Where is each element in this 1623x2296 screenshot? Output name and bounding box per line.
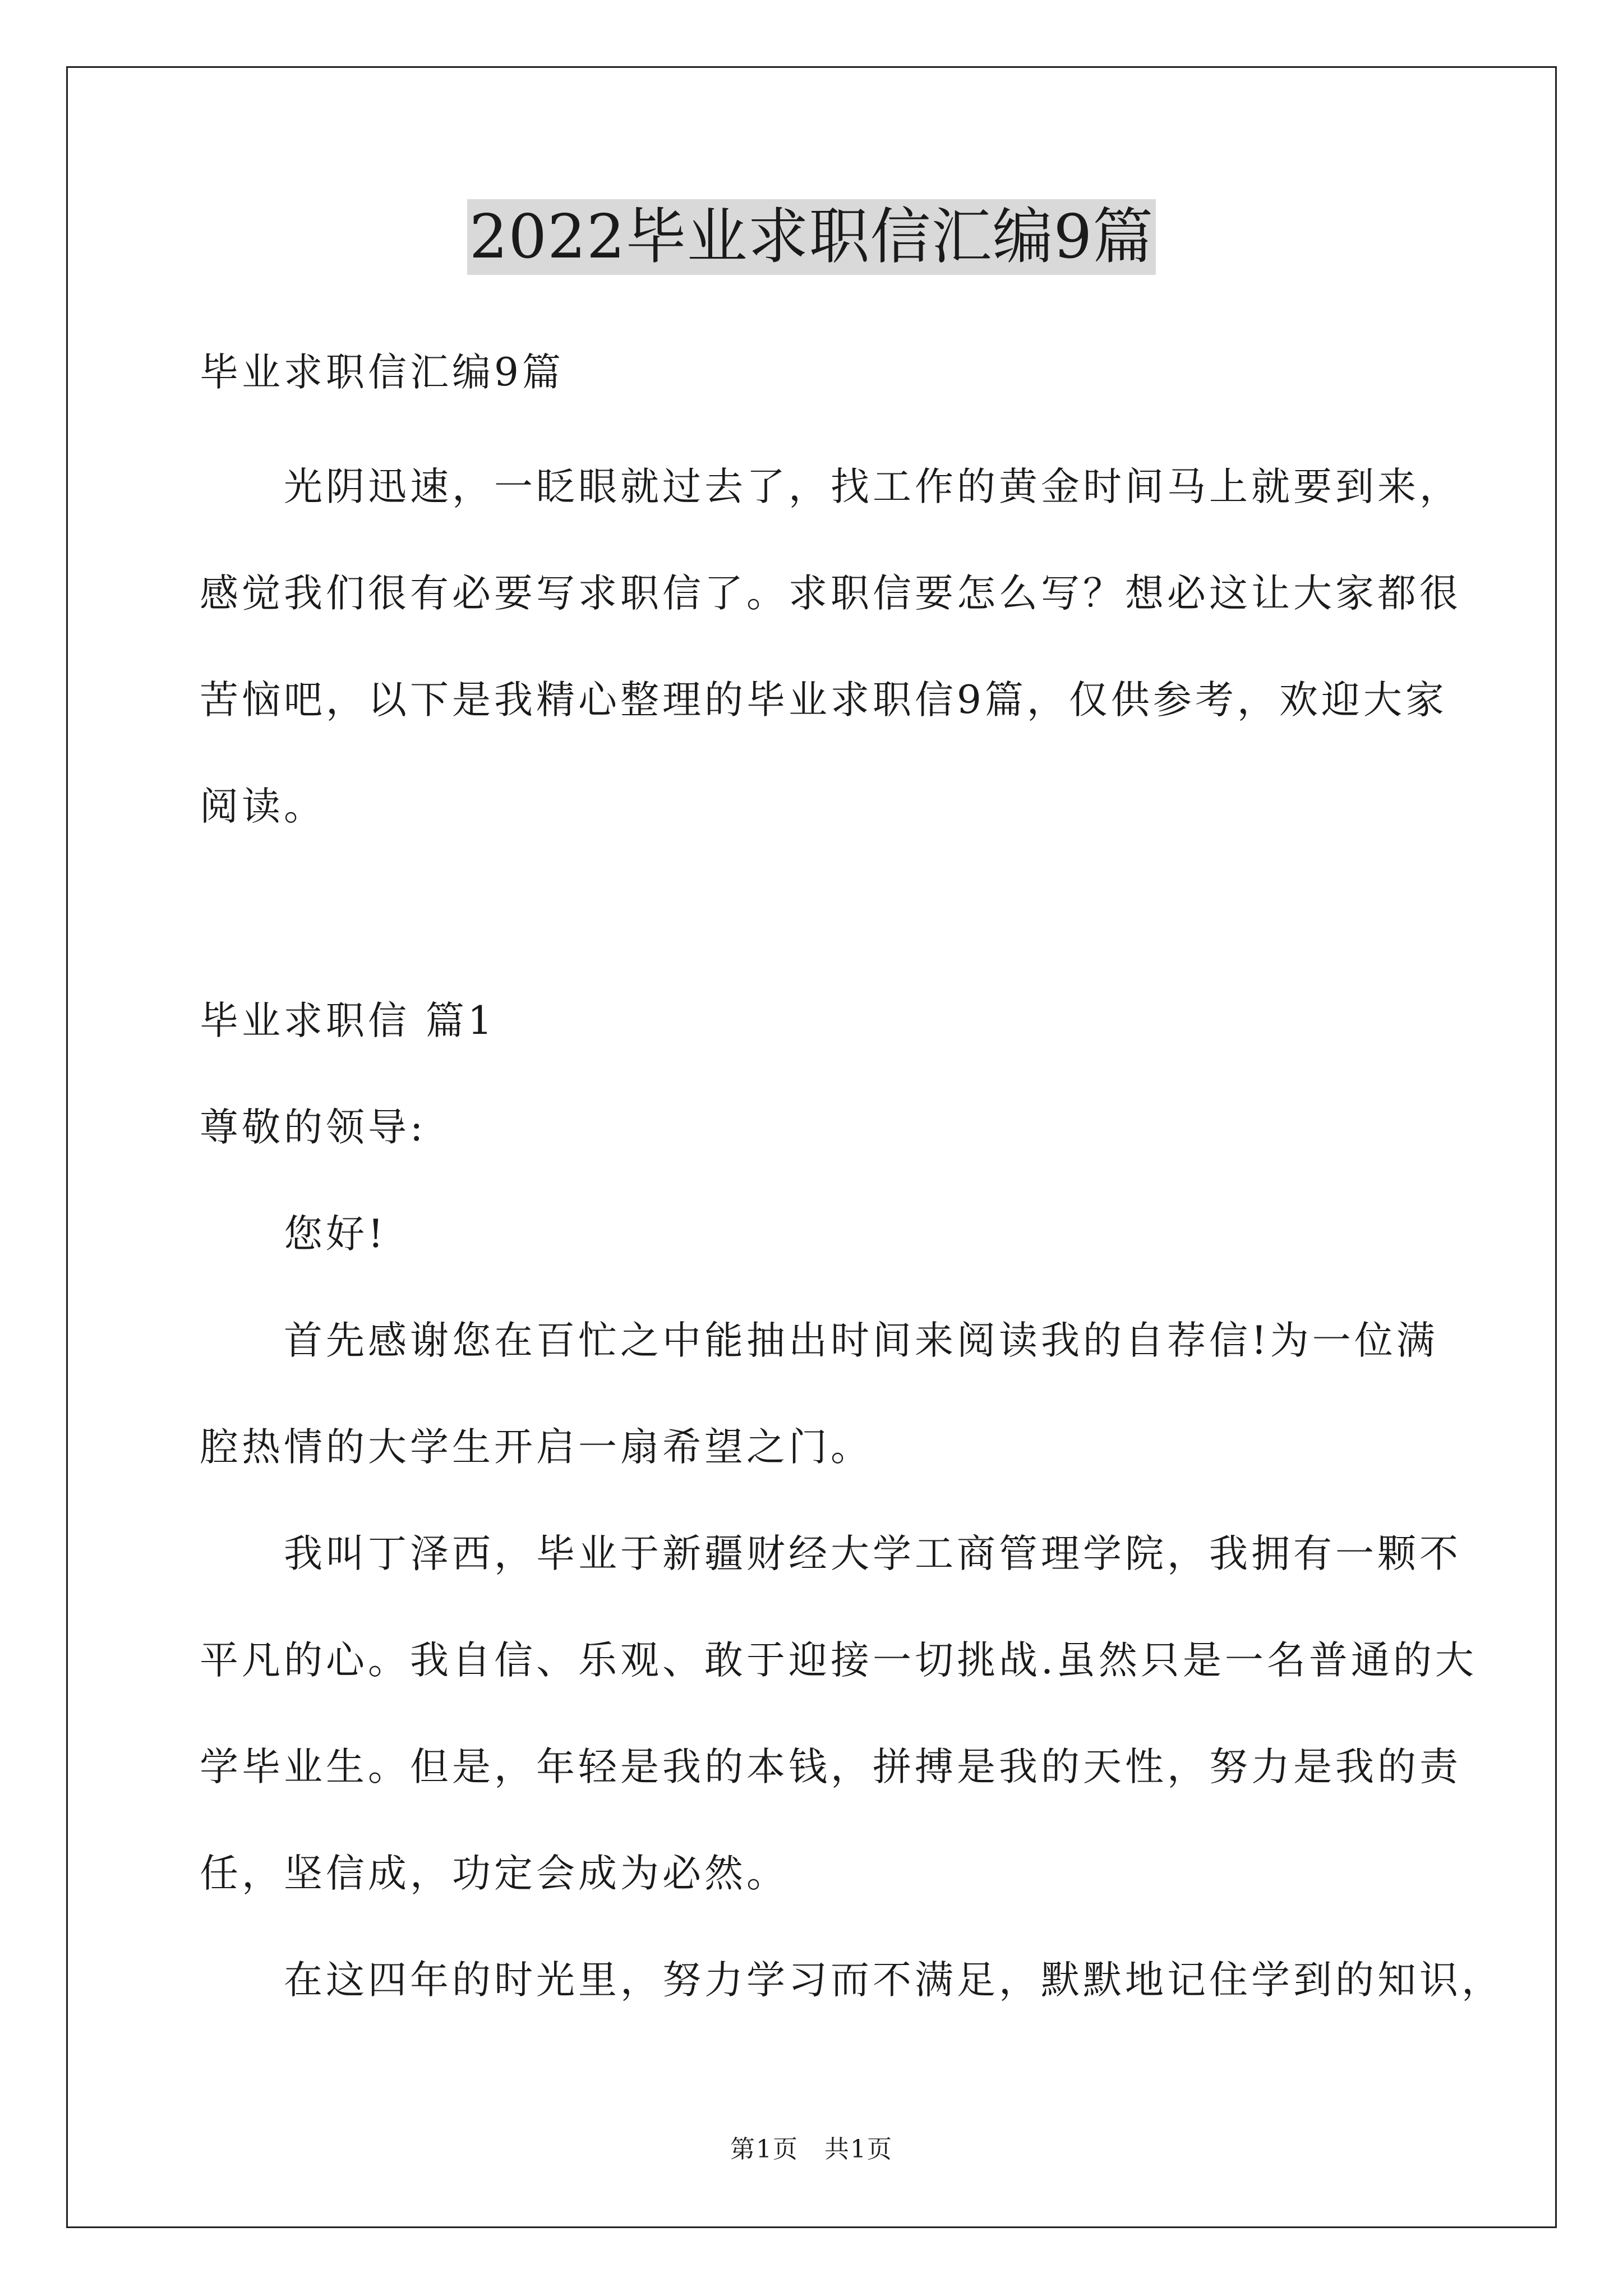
paragraph-line: 苦恼吧，以下是我精心整理的毕业求职信9篇，仅供参考，欢迎大家	[200, 678, 1447, 723]
salutation: 尊敬的领导:	[200, 1105, 427, 1150]
paragraph-line: 首先感谢您在百忙之中能抽出时间来阅读我的自荐信!为一位满	[200, 1318, 1438, 1363]
paragraph-line: 平凡的心。我自信、乐观、敢于迎接一切挑战.虽然只是一名普通的大	[200, 1638, 1477, 1683]
paragraph-line: 任，坚信成，功定会成为必然。	[200, 1851, 789, 1896]
paragraph-line: 感觉我们很有必要写求职信了。求职信要怎么写？想必这让大家都很	[200, 571, 1461, 616]
paragraph-line: 光阴迅速，一眨眼就过去了，找工作的黄金时间马上就要到来，	[200, 464, 1461, 509]
paragraph-line: 在这四年的时光里，努力学习而不满足，默默地记住学到的知识，	[200, 1958, 1504, 2003]
greeting: 您好!	[200, 1212, 387, 1257]
paragraph-line: 学毕业生。但是，年轻是我的本钱，拼搏是我的天性，努力是我的责	[200, 1745, 1461, 1789]
paragraph-line: 我叫丁泽西，毕业于新疆财经大学工商管理学院，我拥有一颗不	[200, 1531, 1461, 1576]
page-footer: 第1页 共1页	[730, 2135, 893, 2164]
section-heading: 毕业求职信 篇1	[200, 999, 496, 1043]
title-container	[0, 199, 1623, 275]
paragraph-line: 腔热情的大学生开启一扇希望之门。	[200, 1425, 873, 1470]
paragraph-line: 阅读。	[200, 784, 326, 829]
subtitle-line: 毕业求职信汇编9篇	[200, 350, 564, 395]
document-title: 2022毕业求职信汇编9篇	[467, 199, 1156, 275]
